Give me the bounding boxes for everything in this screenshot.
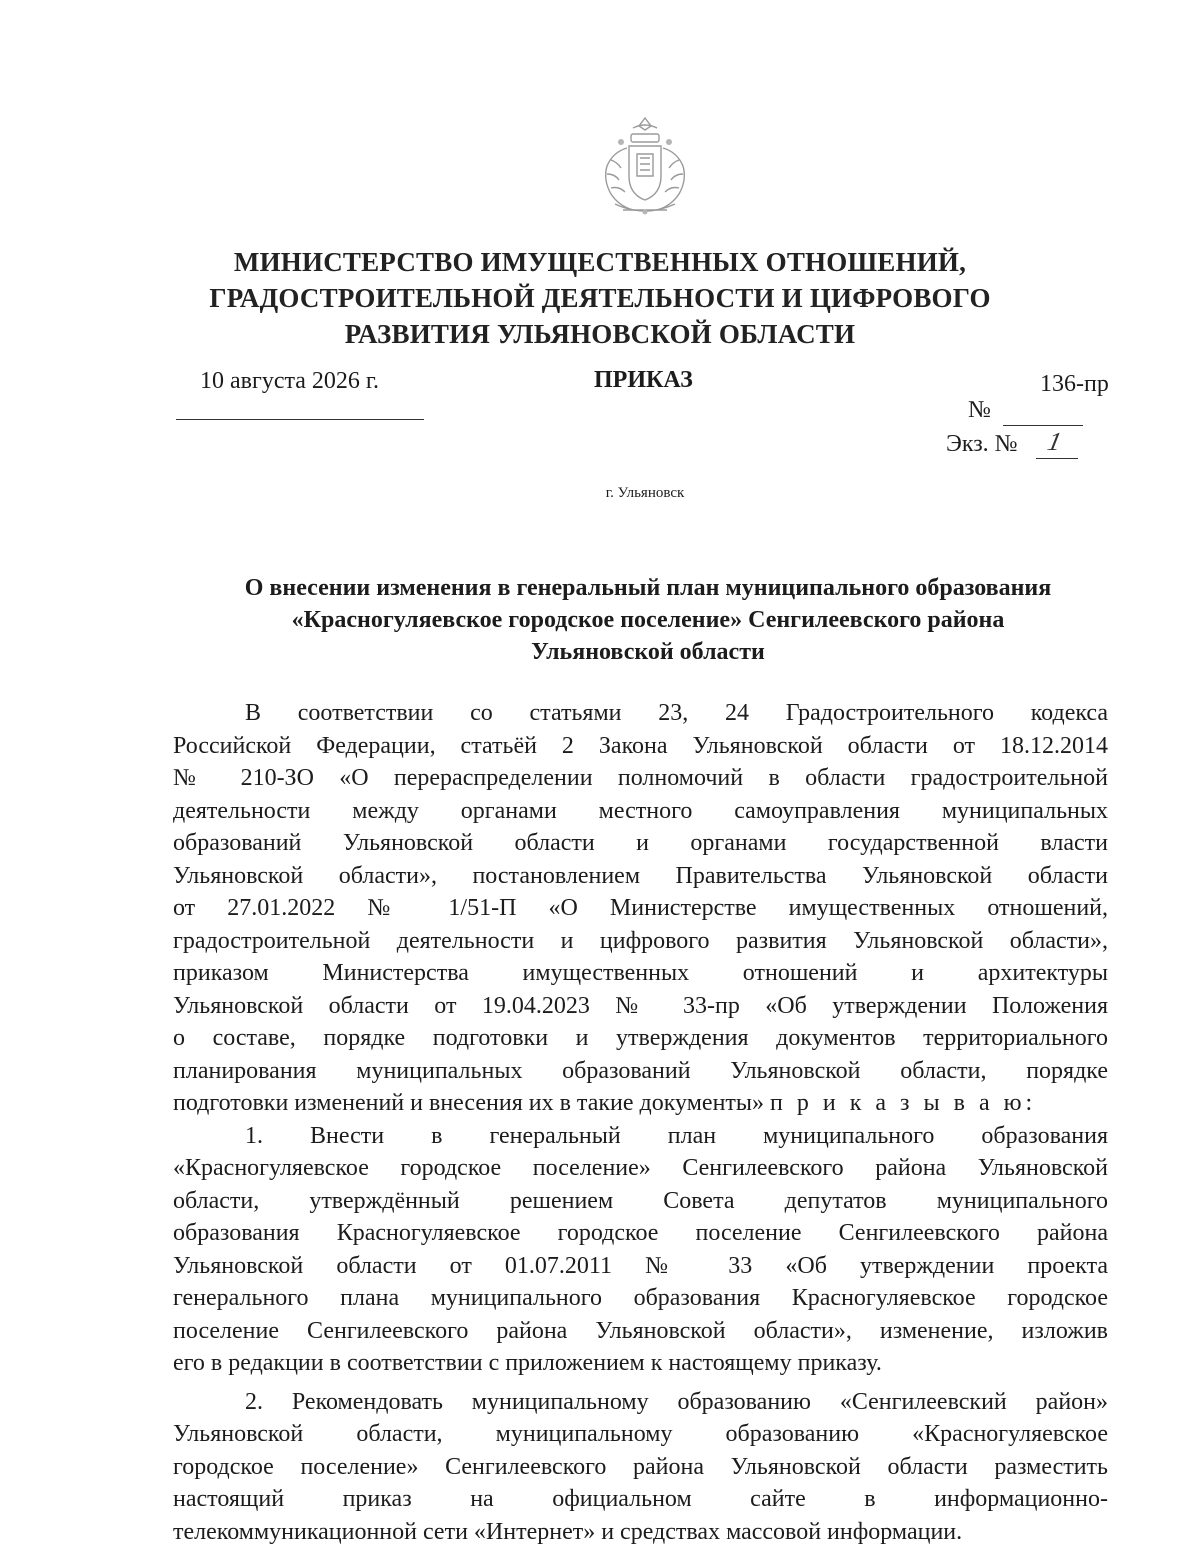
text-line: его в редакции в соответствии с приложением к настоящему приказу. [173,1350,882,1376]
text-line: планирования муниципальных образований Ульяновской области, порядке [173,1057,1108,1084]
text-line: городское поселение» Сенгилеевского района Ульяновской области разместить [173,1453,1108,1480]
ministry-name-line: МИНИСТЕРСТВО ИМУЩЕСТВЕННЫХ ОТНОШЕНИЙ, [233,247,967,277]
copy-number-underline [1036,458,1078,459]
text-line: Ульяновской области, муниципальному образованию «Красногуляевское [173,1421,1108,1447]
text-line: Российской Федерации, статьёй 2 Закона Ульяновской области от 18.12.2014 [173,732,1108,759]
number-underline [1003,425,1083,426]
preamble-last-line: подготовки изменений и внесения их в такие документы» [173,1090,765,1116]
text-line: образования Красногуляевское городское поселение Сенгилеевского района [173,1220,1108,1246]
order-title: ПРИКАЗ [594,367,693,393]
order-date: 10 августа 2026 г. [200,368,380,394]
text-line: № 210-ЗО «О перераспределении полномочий в области градостроительной [173,765,1108,791]
ministry-name-line: РАЗВИТИЯ УЛЬЯНОВСКОЙ ОБЛАСТИ [344,319,856,349]
text-line: Ульяновской области от 19.04.2023 № 33-пр «Об утверждении Положения [173,992,1108,1019]
subject-line: «Красногуляевское городское поселение» Сенгилеевского района [291,607,1005,633]
subject-line: О внесении изменения в генеральный план муниципального образования [244,575,1052,601]
preamble-paragraph [173,697,1108,1120]
item-1-paragraph [173,1120,1108,1380]
text-line [173,1087,1108,1120]
coat-of-arms-emblem [593,112,697,220]
order-body [173,697,1108,1548]
text-line: В соответствии со статьями 23, 24 Градостроительного кодекса [245,700,1108,726]
text-line: 2. Рекомендовать муниципальному образованию «Сенгилеевский район» [245,1388,1108,1415]
text-line: 1. Внести в генеральный план муниципального образования [245,1122,1108,1149]
item-2-paragraph [173,1386,1108,1549]
text-line: «Красногуляевское городское поселение» Сенгилеевского района Ульяновской [173,1155,1108,1181]
text-line: деятельности между органами местного самоуправления муниципальных [173,797,1108,824]
text-line: Ульяновской области», постановлением Правительства Ульяновской области [173,862,1108,889]
directive-word: п р и к а з ы в а ю: [770,1090,1037,1116]
text-line: приказом Министерства имущественных отношений и архитектуры [173,960,1108,986]
subject-line: Ульяновской области [531,639,765,665]
order-number: 136-пр [1040,371,1109,397]
date-underline [176,419,424,420]
text-line: градостроительной деятельности и цифрового развития Ульяновской области», [173,927,1108,954]
ministry-name [150,244,1050,352]
text-line: Ульяновской области от 01.07.2011 № 33 «Об утверждении проекта [173,1252,1108,1279]
text-line: о составе, порядке подготовки и утверждения документов территориального [173,1025,1108,1051]
copy-number-value: 1 [1045,427,1065,456]
ministry-name-line: ГРАДОСТРОИТЕЛЬНОЙ ДЕЯТЕЛЬНОСТИ И ЦИФРОВОГО [209,283,991,313]
text-line: телекоммуникационной сети «Интернет» и средствах массовой информации. [173,1518,963,1545]
text-line: поселение Сенгилеевского района Ульяновской области», изменение, изложив [173,1317,1108,1344]
text-line: от 27.01.2022 № 1/51-П «О Министерстве имущественных отношений, [173,895,1108,921]
text-line: области, утверждённый решением Совета депутатов муниципального [173,1187,1108,1214]
city-name: г. Ульяновск [605,485,685,501]
order-subject [150,572,1146,668]
text-line: образований Ульяновской области и органами государственной власти [173,830,1108,856]
text-line: настоящий приказ на официальном сайте в информационно- [173,1486,1108,1512]
text-line: генерального плана муниципального образования Красногуляевское городское [173,1285,1108,1311]
number-label: № [968,397,991,423]
copy-number-label: Экз. № [946,431,1018,457]
